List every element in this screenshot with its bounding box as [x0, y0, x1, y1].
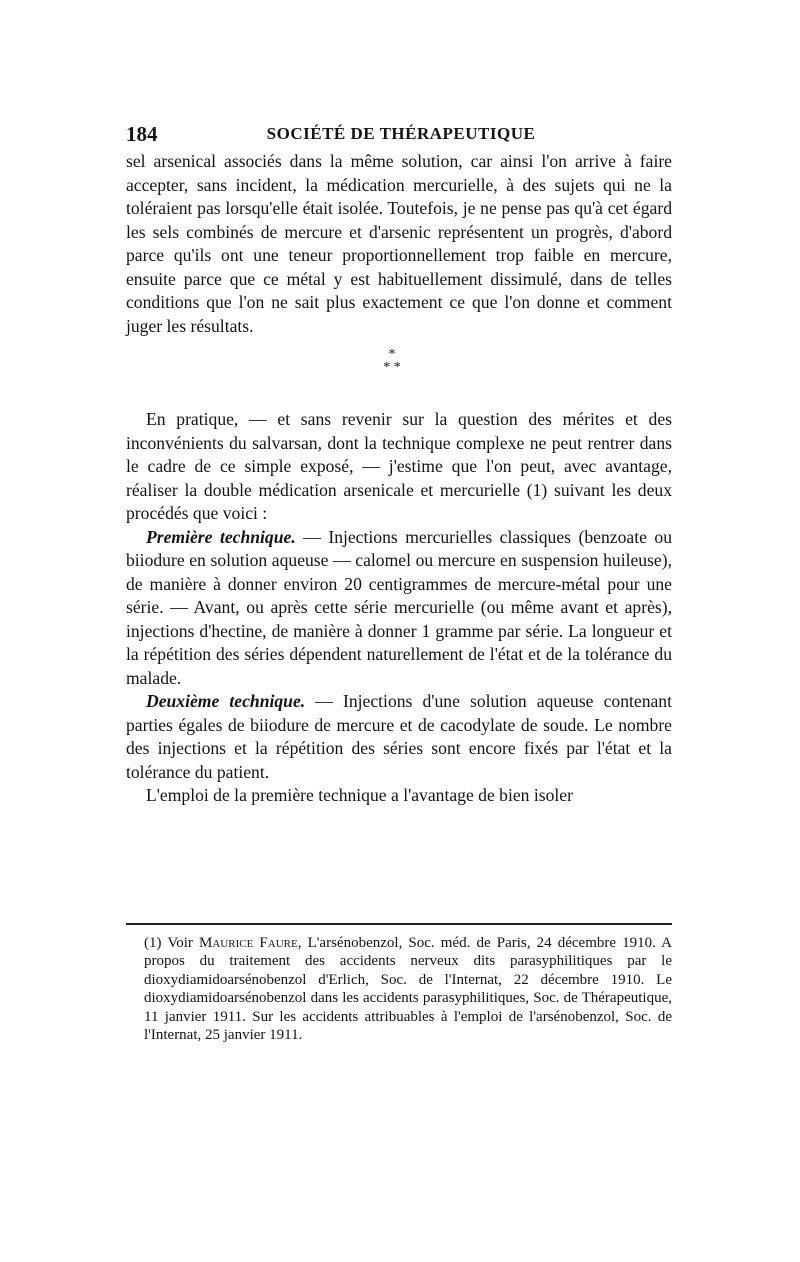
page-number: 184: [126, 122, 158, 146]
footnote: [144, 934, 672, 1044]
section-separator: [126, 338, 672, 408]
footnote-author: Maurice Faure: [199, 935, 298, 951]
footnote-rule: [126, 923, 672, 925]
body-text: [126, 150, 672, 808]
paragraph-practice: En pratique, — et sans revenir sur la question des mérites et des inconvénients du salvarsan, dont la technique complexe ne peut rentrer dans le cadre de ce simple exposé, — j'estime que l'on peut, avec avantage, réaliser la double médication arsenicale et mercurielle (1) suivant les deux procédés que voici :: [126, 409, 672, 523]
technique-2-text: — Injections d'une solution aqueuse contenant parties égales de biiodure de mercure et de cacodylate de soude. Le nombre des injections et la répétition des séries sont encore fixés par l'état et la tolérance du patient.: [126, 691, 672, 782]
footnote-text: , L'arsénobenzol, Soc. méd. de Paris, 24 décembre 1910. A propos du traitement des accidents nerveux dits parasyphilitiques par le dioxydiamidoarsénobenzol d'Erlich, Soc. de l'Internat, 22 décembre 1910. Le dioxydiamidoarsénobenzol dans les accidents parasyphilitiques, Soc. de Thérapeutique, 11 janvier 1911. Sur les accidents attribuables à l'emploi de l'arsénobenzol, Soc. de l'Internat, 25 janvier 1911.: [144, 935, 672, 1044]
page-header: [126, 122, 672, 150]
footnote-marker: (1) Voir: [144, 935, 200, 951]
paragraph-technique-1: [126, 526, 672, 691]
asterism: [372, 348, 412, 374]
technique-2-label: Deuxième technique.: [146, 691, 306, 711]
running-head: SOCIÉTÉ DE THÉRAPEUTIQUE: [266, 124, 536, 143]
asterism-top: *: [388, 347, 396, 362]
paragraph-technique-2: [126, 690, 672, 784]
technique-1-text: — Injections mercurielles classiques (benzoate ou biiodure en solution aqueuse — calomel ou mercure en suspension huileuse), de manière à donner environ 20 centigrammes de mercure-métal pour une série. — Avant, ou après cette série mercurielle (ou même avant et après), injections d'hectine, de manière à donner 1 gramme par série. La longueur et la répétition des séries dépendent naturellement de l'état et de la tolérance du malade.: [126, 526, 673, 688]
paragraph-continuation: sel arsenical associés dans la même solution, car ainsi l'on arrive à faire accepter, sans incident, la médication mercurielle, à des sujets qui ne la toléraient pas lorsqu'elle était isolée. Toutefois, je ne pense pas qu'à cet égard les sels combinés de mercure et d'arsenic représentent un progrès, d'abord parce qu'ils ont une teneur proportionnellement trop faible en mercure, ensuite parce que ce métal y est habituellement dissimulé, dans de telles conditions que l'on ne sait plus exactement ce que l'on donne et comment juger les résultats.: [126, 151, 672, 336]
technique-1-label: Première technique.: [146, 526, 296, 547]
asterism-bottom: * *: [383, 360, 401, 375]
paragraph-last: L'emploi de la première technique a l'avantage de bien isoler: [146, 785, 573, 805]
